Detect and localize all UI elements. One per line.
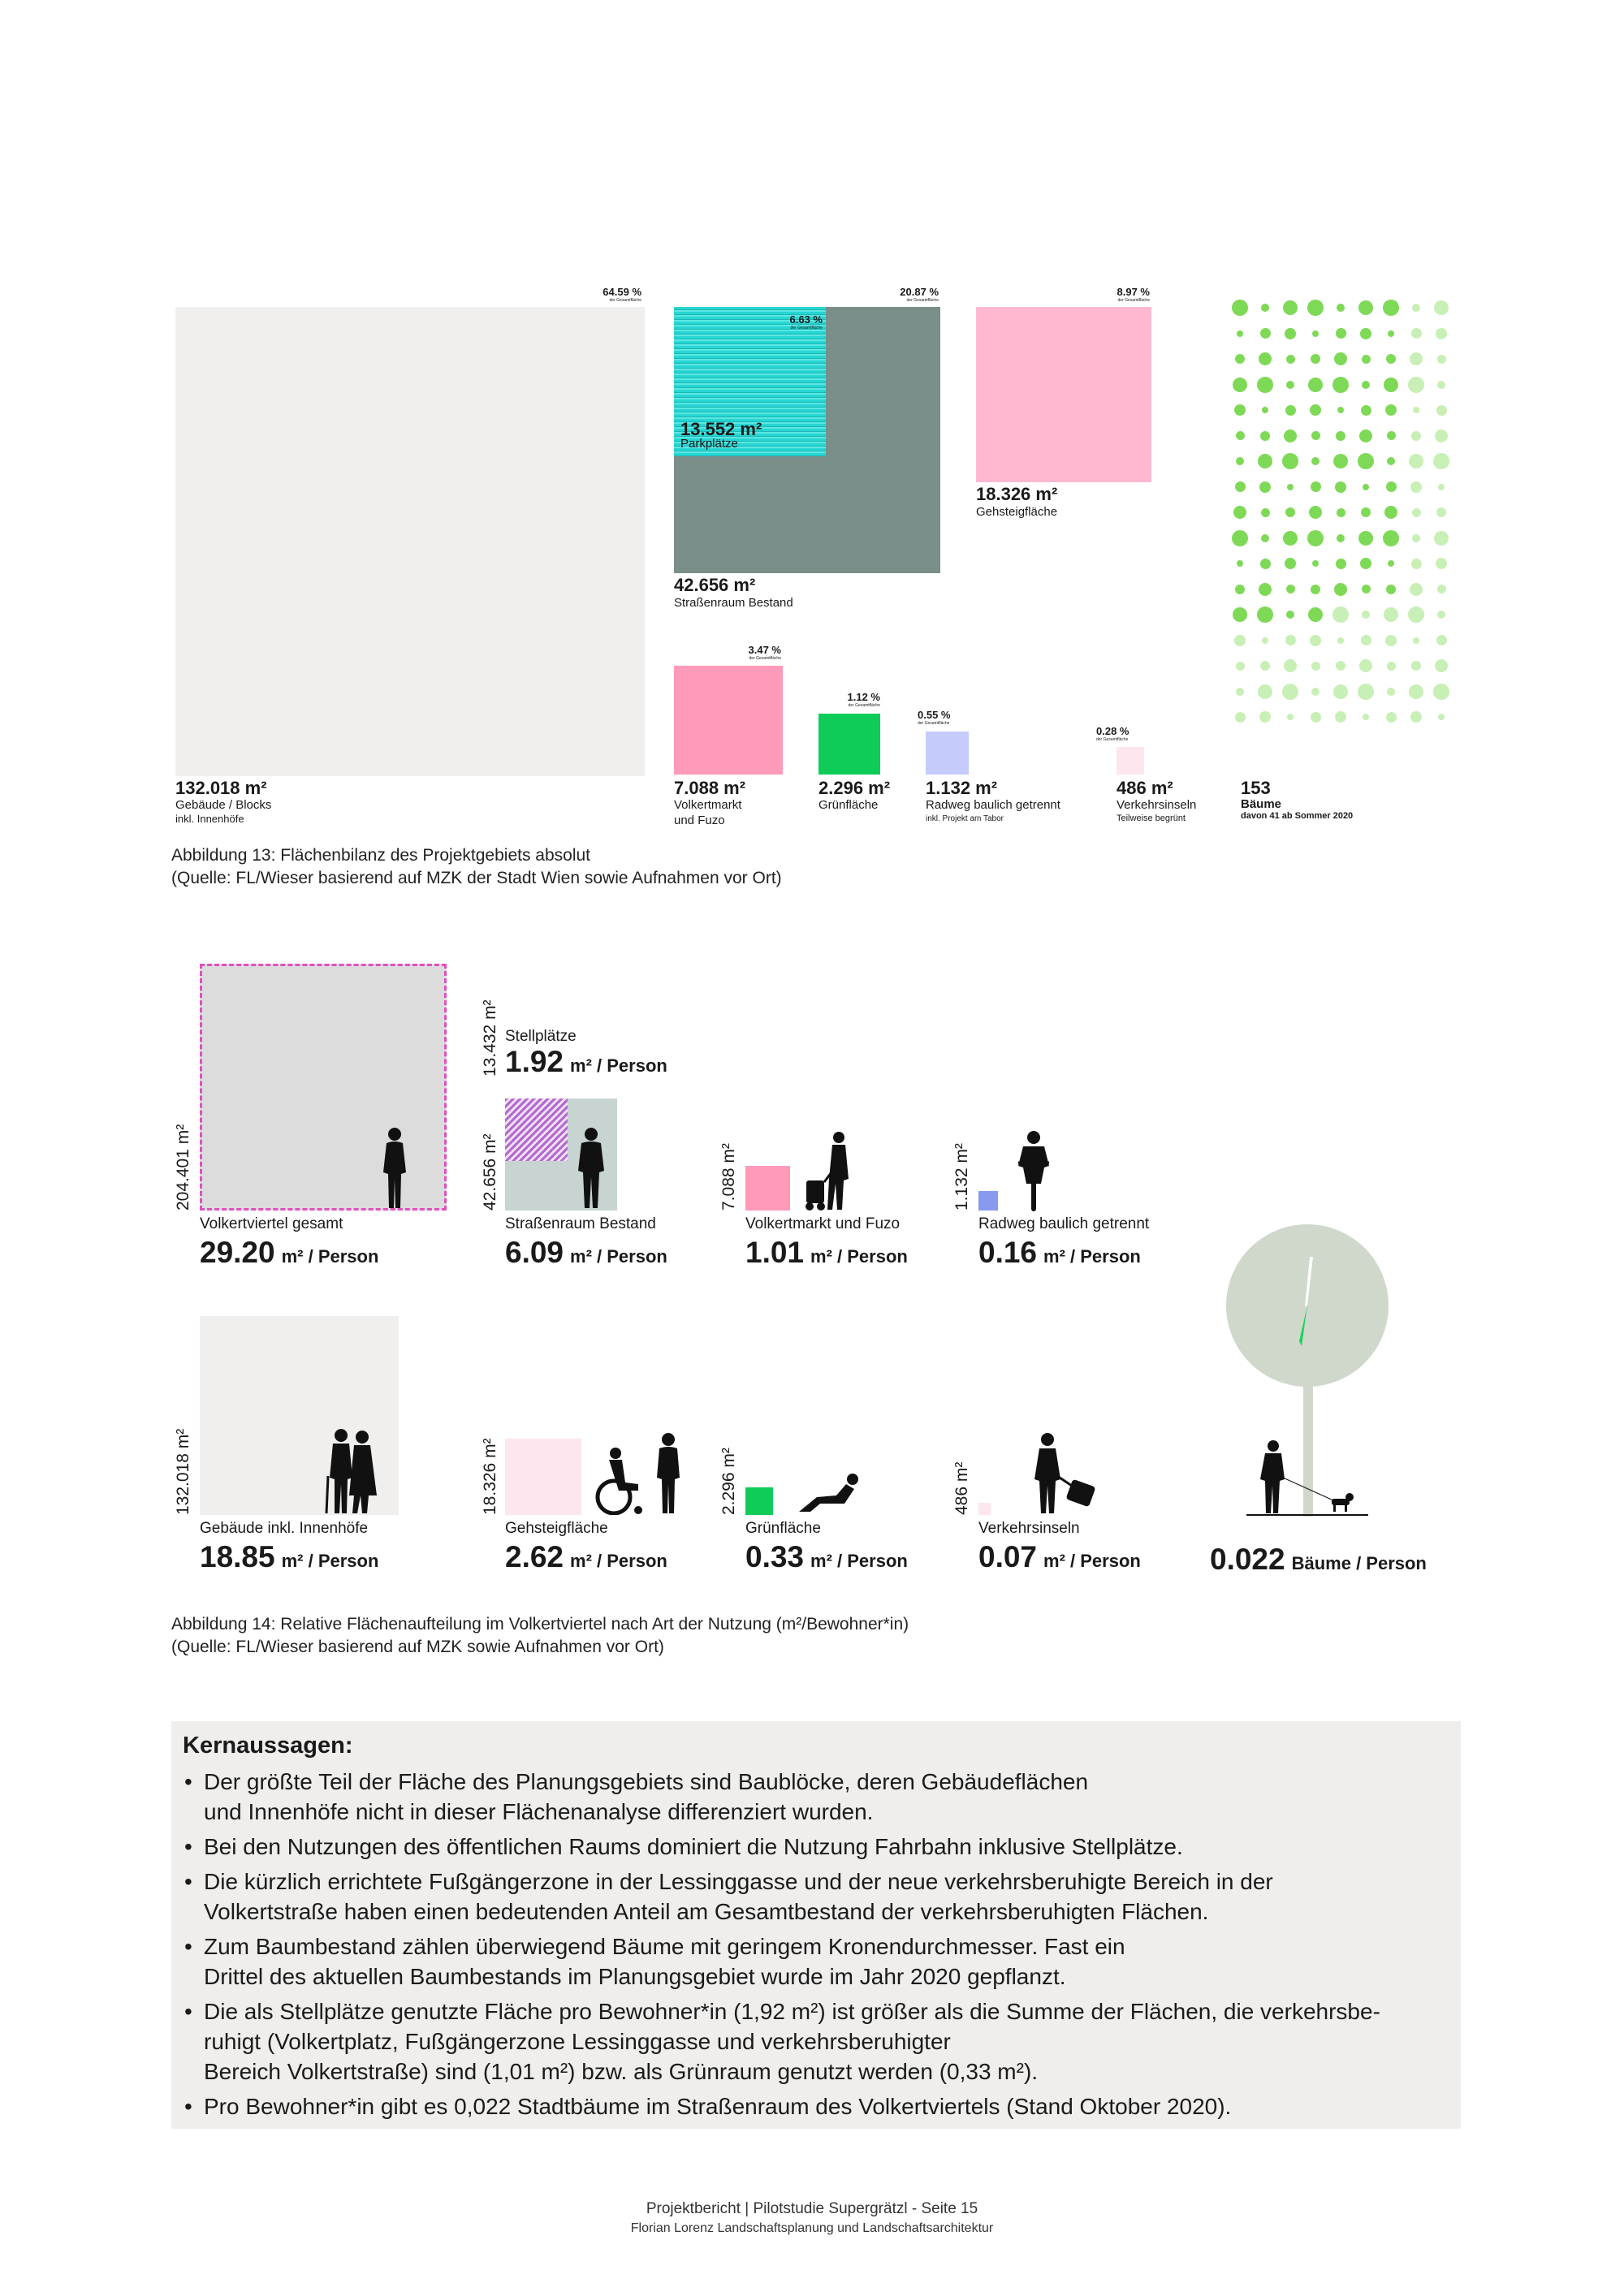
square-verkehr [978,1503,991,1515]
tree-dot [1282,684,1298,700]
tree-dot [1385,635,1397,646]
tree-dot [1311,457,1320,465]
tree-dot [1435,429,1448,442]
tree-dot [1413,407,1419,413]
area-gruen: 2.296 m² [719,1448,738,1515]
tree-dot [1308,378,1323,392]
tree-dot [1336,328,1346,339]
key-findings-title: Kernaussagen: [183,1733,353,1759]
pct-gruen: 1.12 % der Gesamtfläche [847,691,880,708]
tree-dot [1385,404,1397,416]
tree-dot [1384,607,1398,622]
tree-dot [1363,714,1369,720]
tree-dot [1311,354,1320,364]
block-verkehr [1116,747,1144,775]
tree-dot [1362,611,1370,619]
label-verkehr: Verkehrsinseln [1116,798,1197,812]
tree-dot [1285,507,1295,517]
tree-dot [1283,531,1298,546]
key-findings-box [171,1721,1461,2129]
pct-radweg: 0.55 % der Gesamtfläche [918,709,951,726]
tree-dot [1383,530,1399,546]
tree-dot [1232,530,1248,546]
tree-dot [1388,560,1394,567]
tree-dot [1236,662,1245,671]
person-standing-icon [577,1127,606,1210]
fig13-caption-line2: (Quelle: FL/Wieser basierend auf MZK der Stadt Wien sowie Aufnahmen vor Ort) [171,869,782,887]
tree-dot [1235,481,1246,492]
tree-dot [1284,659,1297,672]
tree-dot [1358,684,1374,700]
tree-dot [1411,661,1421,671]
value-gruen: 0.33 m² / Person [745,1540,908,1573]
tree-dot [1259,352,1272,365]
tree-dot [1336,661,1345,671]
value-gruen: 2.296 m² [818,778,891,798]
block-gebaeude [175,307,645,776]
tree-dot [1438,714,1445,720]
tree-dot [1437,585,1446,593]
tree-dot [1233,506,1246,519]
pct-gebaeude: 64.59 % der Gesamtfläche [603,286,641,303]
tree-dot [1285,635,1296,645]
tree-dot [1433,453,1449,469]
value-baeume: 153 [1241,778,1271,798]
area-radweg: 1.132 m² [952,1143,971,1211]
tree-dot [1310,404,1321,416]
tree-dot [1307,300,1324,316]
tree-dot [1282,453,1298,469]
list-item: • Zum Baumbestand zählen überwiegend Bäume mit geringem Kronendurchmesser. Fast ein Drittel des aktuellen Baumbestands im Planungsgebiet wurde im Jahr 2020 gepflanzt. [183,1931,1449,1992]
label-stell: Stellplätze [505,1028,577,1045]
tree-dot [1336,559,1346,569]
value-stell: 1.92 m² / Person [505,1045,667,1078]
value-radweg: 0.16 m² / Person [978,1236,1141,1269]
person-with-suitcase-icon [1030,1432,1103,1515]
tree-dot [1362,381,1370,389]
list-item: • Pro Bewohner*in gibt es 0,022 Stadtbäume im Straßenraum des Volkertviertels (Stand Oktober 2020). [183,2091,1449,2121]
tree-dot [1262,637,1268,644]
label-volkert-sub: und Fuzo [674,814,725,827]
list-item: • Bei den Nutzungen des öffentlichen Raums dominiert die Nutzung Fahrbahn inklusive Stellplätze. [183,1832,1449,1862]
person-with-trolley-icon [800,1130,857,1211]
pct-volkert: 3.47 % der Gesamtfläche [748,644,781,661]
area-volkert: 7.088 m² [719,1143,738,1211]
tree-dot [1362,355,1371,364]
tree-dot [1259,583,1272,596]
tree-dot [1337,407,1344,413]
tree-dot [1360,558,1371,569]
area-gesamt: 204.401 m² [174,1124,192,1211]
tree-dot [1412,534,1420,542]
tree-dot [1333,454,1348,468]
tree-dot [1311,585,1320,594]
value-gehsteig: 2.62 m² / Person [505,1540,667,1573]
tree-dot [1287,714,1294,720]
tree-dot [1387,688,1395,696]
tree-dot [1311,431,1320,440]
tree-dot [1434,300,1449,315]
tree-dot [1410,352,1423,365]
tree-dot [1410,481,1422,493]
tree-dot [1410,711,1422,723]
value-gebaeude: 132.018 m² [175,778,267,798]
value-strasse: 42.656 m² [674,575,756,595]
tree-dot [1437,611,1445,619]
label-gruen: Grünfläche [745,1520,821,1537]
tree-dot [1384,378,1398,392]
tree-dot [1233,378,1247,392]
label-radweg: Radweg baulich getrennt [978,1215,1150,1232]
tree-dot [1258,684,1272,699]
label-radweg: Radweg baulich getrennt [926,798,1060,812]
fig13-caption-line1: Abbildung 13: Flächenbilanz des Projektgebiets absolut [171,846,591,865]
block-gruen [818,714,880,775]
tree-dot [1237,330,1243,337]
tree-dot [1311,712,1321,723]
label-parkplaetze: Parkplätze [680,437,738,451]
value-verkehr: 0.07 m² / Person [978,1540,1141,1573]
tree-dot [1237,560,1243,567]
square-gehsteig [505,1439,581,1515]
tree-dot [1260,328,1271,339]
tree-dot [1411,328,1422,339]
tree-dot [1235,585,1245,594]
tree-dot [1358,300,1373,315]
tree-dot [1336,431,1345,441]
label-gesamt: Volkertviertel gesamt [200,1215,343,1232]
tree-dot [1334,352,1347,365]
value-gesamt: 29.20 m² / Person [200,1236,379,1269]
area-gebaeude: 132.018 m² [174,1428,192,1515]
label-gebaeude: Gebäude / Blocks [175,798,272,812]
person-standing-icon [380,1127,409,1210]
tree-dot [1361,405,1371,416]
tree-dot [1260,661,1270,671]
tree-dot [1259,711,1271,723]
tree-dot [1359,429,1372,442]
area-strasse: 42.656 m² [481,1133,499,1211]
person-standing-icon [654,1432,682,1515]
tree-dot [1286,585,1295,593]
label-verkehr-sub: Teilweise begrünt [1116,814,1186,823]
tree-dot [1309,506,1322,519]
tree-dot [1286,611,1294,619]
tree-dot [1362,585,1371,593]
tree-dot [1436,635,1447,645]
tree-dot [1259,481,1271,493]
tree-dot [1285,558,1296,569]
tree-dot [1438,484,1445,490]
tree-dot [1359,659,1372,672]
tree-dot [1433,684,1449,700]
tree-dot [1337,534,1345,542]
tree-dot [1386,481,1397,492]
square-stellplaetze [505,1098,568,1161]
value-volkert: 7.088 m² [674,778,746,798]
tree-dot [1335,481,1346,493]
label-volkert: Volkertmarkt [674,798,742,812]
tree-dot [1283,300,1298,315]
tree-dot [1383,300,1399,316]
tree-dot [1408,606,1424,623]
area-gehsteig: 18.326 m² [481,1438,499,1515]
tree-dot [1233,607,1247,622]
tree-dot [1437,355,1446,364]
tree-dot [1387,662,1396,671]
tree-dot [1387,457,1395,465]
tree-dot [1285,328,1296,339]
value-verkehr: 486 m² [1116,778,1173,798]
tree-dot [1235,712,1246,723]
person-lounging-icon [796,1471,862,1515]
value-gebaeude: 18.85 m² / Person [200,1540,379,1573]
value-baeume: 0.022 Bäume / Person [1210,1543,1427,1576]
label-baeume-sub: davon 41 ab Sommer 2020 [1241,811,1354,821]
label-baeume: Bäume [1241,797,1282,811]
tree-dot [1334,583,1347,596]
tree-dot [1258,454,1272,468]
footer-line2: Florian Lorenz Landschaftsplanung und Landschaftsarchitektur [630,2221,994,2235]
block-gehsteig [976,307,1151,482]
list-item: • Der größte Teil der Fläche des Planungsgebiets sind Baublöcke, deren Gebäudeflächen und Innenhöfe nicht in dieser Flächenanalyse differenziert wurden. [183,1767,1449,1827]
tree-dot [1361,635,1371,645]
tree-dot [1360,328,1371,339]
fig14-caption-line1: Abbildung 14: Relative Flächenaufteilung im Volkertviertel nach Art der Nutzung (m²/Bewohner*in) [171,1615,909,1634]
label-verkehr: Verkehrsinseln [978,1520,1080,1537]
tree-dot [1310,635,1321,646]
tree-dot [1388,330,1394,337]
square-volkert [745,1166,790,1211]
tree-dot [1437,381,1445,389]
tree-dot [1411,559,1422,569]
tree-dot [1308,607,1323,622]
tree-dot [1234,635,1246,646]
list-item: • Die als Stellplätze genutzte Fläche pro Bewohner*in (1,92 m²) ist größer als die Summe der Flächen, die verkehrsbe- ruhigt (Volkertplatz, Fußgängerzone Lessinggasse und verkehrsberuhigter Bereich Volkertstraße) sind (1,01 m²) bzw. als Grünraum genutzt werden (0,33 m²). [183,1996,1449,2087]
tree-dot [1311,662,1320,671]
tree-dot [1358,453,1374,469]
tree-dot [1261,508,1270,517]
label-strasse: Straßenraum Bestand [674,596,793,610]
tree-dot [1311,481,1321,492]
value-volkert: 1.01 m² / Person [745,1236,908,1269]
tree-dot [1262,407,1268,413]
tree-dot [1386,585,1396,594]
value-parkplaetze: 13.552 m² [680,419,762,439]
pct-parkplaetze: 6.63 % der Gesamtfläche [789,313,823,330]
tree-dot [1234,404,1246,416]
tree-dot [1333,684,1348,699]
tree-dot [1257,606,1273,623]
label-gehsteig: Gehsteigfläche [976,505,1058,519]
tree-dot [1284,429,1297,442]
label-volkert: Volkertmarkt und Fuzo [745,1215,901,1232]
tree-dot [1236,431,1245,440]
label-gebaeude: Gebäude inkl. Innenhöfe [200,1520,369,1537]
tree-dot [1236,457,1244,465]
tree-dot [1412,508,1421,517]
tree-dot [1412,304,1420,312]
tree-dot [1285,405,1296,416]
tree-dot [1286,355,1295,364]
tree-dot [1410,583,1423,596]
tree-dot [1312,560,1319,567]
tree-dot [1260,559,1271,569]
square-gesamt [200,964,447,1211]
tree-dot [1236,688,1244,696]
tree-dot [1409,684,1423,699]
tree-dot [1332,606,1349,623]
wheelchair-user-icon [591,1447,648,1515]
tree-dot [1386,712,1397,723]
tree-dot [1311,688,1320,696]
tree-dot [1363,484,1369,490]
elderly-couple-icon [325,1427,382,1515]
tree-dot [1358,531,1373,546]
key-findings-list [183,1767,1449,2126]
tree-dot [1436,558,1447,569]
tree-dot [1384,506,1397,519]
value-radweg: 1.132 m² [926,778,998,798]
tree-dot-grid [1228,296,1471,775]
pct-verkehr: 0.28 % der Gesamtfläche [1096,725,1129,742]
tree-dot [1332,377,1349,393]
area-stell: 13.432 m² [481,999,499,1077]
tree-dot [1411,431,1421,441]
tree-dot [1387,431,1396,440]
tree-dot [1261,304,1269,312]
tree-dot [1286,381,1294,389]
tree-dot [1232,300,1248,316]
cyclist-icon [1013,1130,1054,1211]
tree-dot [1307,530,1324,546]
block-radweg [926,732,969,775]
tree-dot [1413,637,1419,644]
square-gruen [745,1487,773,1515]
tree-dot [1337,508,1345,517]
tree-dot [1436,507,1446,517]
list-item: • Die kürzlich errichtete Fußgängerzone in der Lessinggasse und der neue verkehrsberuhigte Bereich in der Volkertstraße haben einen bedeutenden Anteil am Gesamtbestand der verkehrsberuhigten Flächen. [183,1867,1449,1927]
tree-dot [1409,454,1423,468]
area-verkehr: 486 m² [952,1461,971,1515]
tree-dot [1312,330,1319,337]
value-gehsteig: 18.326 m² [976,484,1058,504]
label-gehsteig: Gehsteigfläche [505,1520,608,1537]
tree-dot [1261,534,1269,542]
value-strasse: 6.09 m² / Person [505,1236,667,1269]
tree-dot [1435,659,1448,672]
label-strasse: Straßenraum Bestand [505,1215,656,1232]
tree-dot [1434,531,1449,546]
tree-dot [1361,507,1371,517]
block-volkert [674,666,783,775]
tree-dot [1335,711,1346,723]
fig14-caption-line2: (Quelle: FL/Wieser basierend auf MZK sowie Aufnahmen vor Ort) [171,1638,664,1656]
label-gebaeude-sub: inkl. Innenhöfe [175,813,244,825]
label-gruen: Grünfläche [818,798,879,812]
label-radweg-sub: inkl. Projekt am Tabor [926,814,1004,823]
tree-dot [1386,354,1396,364]
square-radweg [978,1191,998,1211]
tree-dot [1257,377,1273,393]
tree-dot [1436,328,1447,339]
pct-gehsteig: 8.97 % der Gesamtfläche [1116,286,1150,303]
tree-dot [1260,431,1270,441]
person-with-dog-icon [1250,1439,1356,1515]
footer-line1: Projektbericht | Pilotstudie Supergrätzl - Seite 15 [646,2200,978,2217]
tree-dot [1337,637,1344,644]
pct-strasse: 20.87 % der Gesamtfläche [900,286,939,303]
tree-dot [1436,405,1447,416]
tree-dot [1337,304,1345,312]
tree-dot [1287,484,1294,490]
tree-dot [1408,377,1424,393]
tree-dot [1235,354,1245,364]
